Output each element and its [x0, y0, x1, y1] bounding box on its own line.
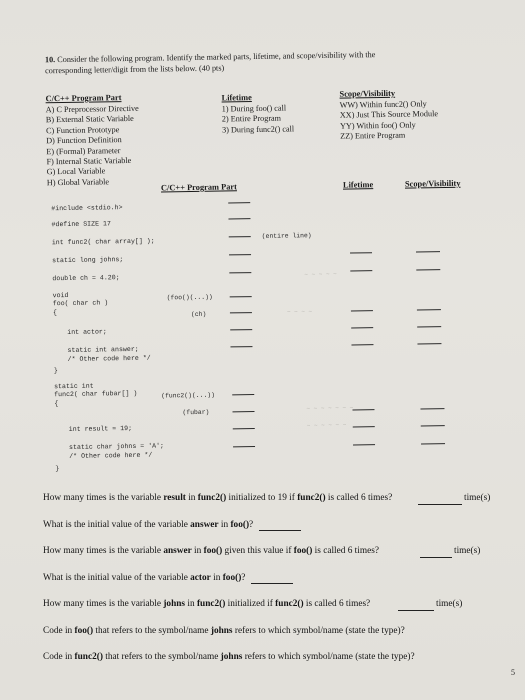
- part-list-header: C/C++ Program Part: [45, 93, 122, 104]
- code-static-long: static long johns;: [52, 256, 124, 265]
- answer-blank-part[interactable]: [229, 236, 251, 237]
- note-func2-call: (func2()(...)): [161, 391, 215, 400]
- unit-label-1: time(s): [464, 493, 491, 503]
- answer-line-4[interactable]: [251, 573, 293, 584]
- answer-blank-part[interactable]: [230, 312, 252, 313]
- part-item-d: D) Function Definition: [46, 135, 122, 146]
- question-number: 10.: [44, 55, 56, 65]
- bleed-through-text: ~ ~ ~ ~ ~: [304, 270, 337, 279]
- part-item-b: B) External Static Variable: [45, 114, 134, 125]
- scope-item-xx: XX) Just This Source Module: [339, 109, 439, 121]
- answer-line-2[interactable]: [259, 520, 301, 531]
- scope-list-header: Scope/Visibility: [339, 88, 396, 99]
- scope-item-zz: ZZ) Entire Program: [340, 130, 406, 141]
- note-fubar: (fubar): [182, 408, 210, 417]
- answer-blank-lifetime[interactable]: [350, 252, 372, 253]
- part-item-c: C) Function Prototype: [45, 124, 120, 136]
- answer-blank-scope[interactable]: [421, 425, 445, 426]
- code-static-int: static int: [54, 382, 94, 391]
- part-list: [46, 104, 140, 189]
- lifetime-list: [222, 103, 295, 135]
- answer-blank-scope[interactable]: [420, 408, 444, 409]
- code-comment-2: /* Other code here */: [69, 451, 153, 460]
- question-7: Code in func2() that refers to the symbol/name johns refers to which symbol/name (state the type)?: [43, 652, 415, 662]
- answer-blank-part[interactable]: [232, 411, 254, 412]
- part-item-a: A) C Preprocessor Directive: [45, 103, 139, 115]
- answer-line-5[interactable]: [398, 610, 434, 611]
- answer-blank-lifetime[interactable]: [351, 310, 373, 311]
- question-4: What is the initial value of the variable actor in foo()?: [43, 573, 293, 584]
- table-header-lifetime: Lifetime: [342, 180, 374, 190]
- code-define: #define SIZE 17: [51, 220, 111, 229]
- code-johns-char: static char johns = 'A';: [68, 442, 165, 451]
- answer-line-1[interactable]: [418, 504, 462, 505]
- code-include: #include <stdio.h>: [51, 204, 123, 213]
- part-item-h: H) Global Variable: [46, 177, 110, 188]
- code-close-brace-1: }: [53, 367, 58, 375]
- answer-blank-scope[interactable]: [417, 343, 441, 344]
- answer-blank-lifetime[interactable]: [350, 270, 372, 271]
- answer-blank-lifetime[interactable]: [352, 409, 374, 410]
- question-2: What is the initial value of the variable answer in foo()?: [43, 520, 301, 531]
- question-5: How many times is the variable johns in func2() initialized if func2() is called 6 times?: [43, 599, 371, 609]
- answer-blank-lifetime[interactable]: [353, 444, 375, 445]
- answer-line-3[interactable]: [420, 557, 452, 558]
- note-ch: (ch): [190, 310, 207, 319]
- answer-blank-part[interactable]: [232, 394, 254, 395]
- code-double-ch: double ch = 4.20;: [52, 274, 120, 283]
- code-open-brace-2: {: [54, 400, 59, 408]
- answer-blank-part[interactable]: [228, 202, 250, 203]
- bleed-through-text: ~ ~ ~ ~: [286, 308, 313, 316]
- answer-blank-scope[interactable]: [417, 326, 441, 327]
- table-header-part: C/C++ Program Part: [160, 182, 237, 193]
- scope-list: [340, 99, 439, 142]
- answer-blank-part[interactable]: [230, 329, 252, 330]
- scope-item-ww: WW) Within func2() Only: [339, 99, 427, 110]
- lifetime-list-header: Lifetime: [221, 93, 252, 103]
- lifetime-item-1: 1) During foo() call: [221, 103, 287, 114]
- code-func2-signature: func2( char fubar[] ): [54, 389, 138, 399]
- answer-blank-part[interactable]: [233, 446, 255, 447]
- answer-blank-scope[interactable]: [417, 309, 441, 310]
- answer-blank-part[interactable]: [229, 254, 251, 255]
- part-item-e: E) (Formal) Parameter: [46, 145, 121, 156]
- answer-blank-scope[interactable]: [416, 251, 440, 252]
- question-1: How many times is the variable result in func2() initialized to 19 if func2() is called 6 times?: [43, 493, 393, 503]
- lifetime-item-2: 2) Entire Program: [221, 114, 282, 124]
- answer-blank-part[interactable]: [230, 296, 252, 297]
- question-text-line2: corresponding letter/digit from the lists below. (40 pts): [45, 63, 225, 76]
- answer-blank-part[interactable]: [233, 428, 255, 429]
- code-close-brace-2: }: [55, 465, 60, 473]
- question-3: How many times is the variable answer in foo() given this value if foo() is called 6 times?: [43, 546, 379, 556]
- answer-blank-lifetime[interactable]: [353, 426, 375, 427]
- part-item-g: G) Local Variable: [46, 166, 106, 177]
- answer-blank-part[interactable]: [229, 272, 251, 273]
- code-foo-signature: foo( char ch ): [52, 299, 109, 308]
- table-header-scope: Scope/Visibility: [404, 178, 461, 189]
- answer-blank-lifetime[interactable]: [351, 327, 373, 328]
- bleed-through-text: ~ ~ ~ ~ ~ ~: [306, 421, 347, 430]
- note-foo-call: (foo()(...)): [166, 293, 213, 302]
- bleed-through-text: ~ ~ ~ ~ ~ ~ ~: [306, 404, 354, 413]
- lifetime-item-3: 3) During func2() call: [221, 124, 295, 135]
- scope-item-yy: YY) Within foo() Only: [339, 120, 416, 131]
- code-actor: int actor;: [67, 328, 107, 336]
- answer-blank-part[interactable]: [230, 346, 252, 347]
- note-entire-line: (entire line): [261, 232, 312, 240]
- code-open-brace-1: {: [52, 309, 57, 317]
- code-result: int result = 19;: [68, 424, 133, 433]
- answer-blank-scope[interactable]: [416, 269, 440, 270]
- answer-blank-lifetime[interactable]: [351, 344, 373, 345]
- code-prototype: int func2( char array[] );: [51, 237, 155, 247]
- unit-label-5: time(s): [436, 599, 463, 609]
- page-number: 5: [511, 668, 515, 677]
- code-void: void: [52, 291, 69, 300]
- part-item-f: F) Internal Static Variable: [46, 155, 132, 167]
- question-6: Code in foo() that refers to the symbol/name johns refers to which symbol/name (state the type)?: [43, 626, 405, 636]
- code-answer: static int answer;: [67, 345, 139, 354]
- answer-blank-scope[interactable]: [421, 443, 445, 444]
- question-text-line1: Consider the following program. Identify the marked parts, lifetime, and scope/visibility with the: [57, 50, 376, 65]
- unit-label-3: time(s): [454, 546, 481, 556]
- answer-blank-part[interactable]: [228, 218, 250, 219]
- code-comment-1: /* Other code here */: [67, 354, 151, 363]
